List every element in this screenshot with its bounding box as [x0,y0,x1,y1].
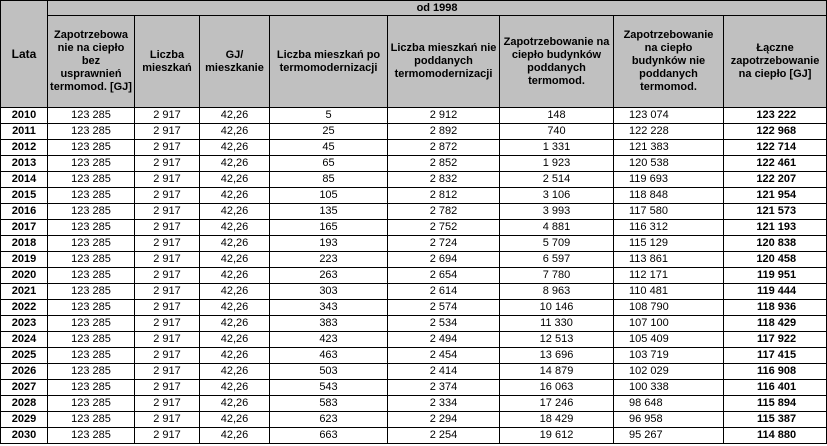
year-cell: 2024 [1,332,48,348]
dwellings-not-cell: 2 334 [388,396,500,412]
demand-modernized-cell: 4 881 [500,220,614,236]
dwellings-after-cell: 5 [270,108,388,124]
dwellings-after-cell: 25 [270,124,388,140]
gj-per-dwelling-cell: 42,26 [200,380,270,396]
total-demand-cell: 122 714 [724,140,827,156]
dwellings-after-cell: 583 [270,396,388,412]
dwellings-not-cell: 2 694 [388,252,500,268]
dwellings-after-cell: 263 [270,268,388,284]
dwellings-not-cell: 2 654 [388,268,500,284]
demand-modernized-cell: 5 709 [500,236,614,252]
gj-per-dwelling-cell: 42,26 [200,316,270,332]
dwellings-cell: 2 917 [135,156,200,172]
gj-per-dwelling-cell: 42,26 [200,364,270,380]
dwellings-after-cell: 105 [270,188,388,204]
demand-modernized-cell: 2 514 [500,172,614,188]
demand-modernized-cell: 8 963 [500,284,614,300]
demand-not-modernized-cell: 96 958 [614,412,724,428]
total-demand-cell: 123 222 [724,108,827,124]
dwellings-after-cell: 303 [270,284,388,300]
dwellings-cell: 2 917 [135,188,200,204]
group-header: od 1998 [48,1,827,16]
dwellings-not-cell: 2 574 [388,300,500,316]
gj-per-dwelling-cell: 42,26 [200,284,270,300]
dwellings-after-cell: 623 [270,412,388,428]
table-row [1,380,827,396]
dwellings-not-cell: 2 912 [388,108,500,124]
base-demand-cell: 123 285 [48,204,135,220]
dwellings-cell: 2 917 [135,332,200,348]
table-row [1,316,827,332]
dwellings-not-cell: 2 614 [388,284,500,300]
table-row [1,252,827,268]
table-row [1,236,827,252]
year-cell: 2011 [1,124,48,140]
demand-not-modernized-cell: 120 538 [614,156,724,172]
base-demand-cell: 123 285 [48,428,135,444]
base-demand-cell: 123 285 [48,124,135,140]
table-row [1,412,827,428]
demand-not-modernized-cell: 102 029 [614,364,724,380]
gj-per-dwelling-cell: 42,26 [200,332,270,348]
year-cell: 2018 [1,236,48,252]
total-demand-cell: 117 922 [724,332,827,348]
year-cell: 2020 [1,268,48,284]
dwellings-cell: 2 917 [135,284,200,300]
gj-per-dwelling-cell: 42,26 [200,252,270,268]
table-row [1,204,827,220]
demand-not-modernized-cell: 117 580 [614,204,724,220]
demand-modernized-cell: 11 330 [500,316,614,332]
total-demand-cell: 116 401 [724,380,827,396]
demand-not-modernized-cell: 105 409 [614,332,724,348]
dwellings-after-cell: 223 [270,252,388,268]
demand-not-modernized-cell: 108 790 [614,300,724,316]
dwellings-cell: 2 917 [135,172,200,188]
dwellings-not-cell: 2 812 [388,188,500,204]
dwellings-after-cell: 65 [270,156,388,172]
table-row [1,300,827,316]
dwellings-after-cell: 383 [270,316,388,332]
total-demand-cell: 122 968 [724,124,827,140]
demand-modernized-cell: 10 146 [500,300,614,316]
dwellings-after-cell: 193 [270,236,388,252]
total-demand-cell: 120 838 [724,236,827,252]
gj-per-dwelling-cell: 42,26 [200,188,270,204]
total-demand-cell: 118 429 [724,316,827,332]
year-cell: 2028 [1,396,48,412]
total-demand-cell: 115 387 [724,412,827,428]
dwellings-after-cell: 663 [270,428,388,444]
col-header-lata: Lata [1,1,48,108]
dwellings-cell: 2 917 [135,380,200,396]
year-cell: 2012 [1,140,48,156]
base-demand-cell: 123 285 [48,268,135,284]
dwellings-cell: 2 917 [135,236,200,252]
year-cell: 2030 [1,428,48,444]
year-cell: 2021 [1,284,48,300]
col-header-total-demand: Łączne zapotrzebowanie na ciepło [GJ] [724,16,827,108]
col-header-dwellings-not: Liczba mieszkań nie poddanych termomodernizacji [388,16,500,108]
demand-modernized-cell: 13 696 [500,348,614,364]
gj-per-dwelling-cell: 42,26 [200,348,270,364]
base-demand-cell: 123 285 [48,364,135,380]
demand-not-modernized-cell: 113 861 [614,252,724,268]
dwellings-not-cell: 2 254 [388,428,500,444]
base-demand-cell: 123 285 [48,300,135,316]
dwellings-cell: 2 917 [135,428,200,444]
demand-modernized-cell: 12 513 [500,332,614,348]
demand-modernized-cell: 7 780 [500,268,614,284]
header-group-row [1,1,827,16]
dwellings-not-cell: 2 752 [388,220,500,236]
dwellings-after-cell: 165 [270,220,388,236]
col-header-demand-not-modernized: Zapotrzebowanie na ciepło budynków nie poddanych termomod. [614,16,724,108]
total-demand-cell: 117 415 [724,348,827,364]
year-cell: 2025 [1,348,48,364]
dwellings-not-cell: 2 454 [388,348,500,364]
col-header-dwellings: Liczba mieszkań [135,16,200,108]
total-demand-cell: 114 880 [724,428,827,444]
base-demand-cell: 123 285 [48,252,135,268]
table-row [1,396,827,412]
total-demand-cell: 115 894 [724,396,827,412]
table-body [1,108,827,444]
base-demand-cell: 123 285 [48,316,135,332]
demand-modernized-cell: 740 [500,124,614,140]
demand-not-modernized-cell: 110 481 [614,284,724,300]
demand-modernized-cell: 18 429 [500,412,614,428]
base-demand-cell: 123 285 [48,332,135,348]
dwellings-after-cell: 135 [270,204,388,220]
dwellings-cell: 2 917 [135,220,200,236]
demand-not-modernized-cell: 121 383 [614,140,724,156]
total-demand-cell: 122 207 [724,172,827,188]
year-cell: 2029 [1,412,48,428]
year-cell: 2014 [1,172,48,188]
gj-per-dwelling-cell: 42,26 [200,220,270,236]
base-demand-cell: 123 285 [48,412,135,428]
header-row [1,16,827,108]
base-demand-cell: 123 285 [48,396,135,412]
dwellings-after-cell: 45 [270,140,388,156]
gj-per-dwelling-cell: 42,26 [200,204,270,220]
gj-per-dwelling-cell: 42,26 [200,124,270,140]
dwellings-cell: 2 917 [135,348,200,364]
base-demand-cell: 123 285 [48,188,135,204]
base-demand-cell: 123 285 [48,284,135,300]
table-row [1,332,827,348]
gj-per-dwelling-cell: 42,26 [200,300,270,316]
dwellings-cell: 2 917 [135,364,200,380]
dwellings-after-cell: 543 [270,380,388,396]
dwellings-cell: 2 917 [135,204,200,220]
gj-per-dwelling-cell: 42,26 [200,412,270,428]
demand-modernized-cell: 148 [500,108,614,124]
demand-modernized-cell: 19 612 [500,428,614,444]
total-demand-cell: 119 951 [724,268,827,284]
table-row [1,108,827,124]
dwellings-not-cell: 2 494 [388,332,500,348]
dwellings-not-cell: 2 782 [388,204,500,220]
demand-modernized-cell: 3 993 [500,204,614,220]
dwellings-not-cell: 2 534 [388,316,500,332]
gj-per-dwelling-cell: 42,26 [200,236,270,252]
total-demand-cell: 121 954 [724,188,827,204]
demand-modernized-cell: 1 923 [500,156,614,172]
demand-modernized-cell: 6 597 [500,252,614,268]
table-row [1,172,827,188]
col-header-dwellings-after: Liczba mieszkań po termomodernizacji [270,16,388,108]
gj-per-dwelling-cell: 42,26 [200,156,270,172]
dwellings-not-cell: 2 414 [388,364,500,380]
dwellings-cell: 2 917 [135,412,200,428]
gj-per-dwelling-cell: 42,26 [200,396,270,412]
dwellings-cell: 2 917 [135,124,200,140]
demand-modernized-cell: 1 331 [500,140,614,156]
dwellings-after-cell: 463 [270,348,388,364]
demand-not-modernized-cell: 122 228 [614,124,724,140]
table-row [1,124,827,140]
year-cell: 2013 [1,156,48,172]
demand-not-modernized-cell: 107 100 [614,316,724,332]
gj-per-dwelling-cell: 42,26 [200,108,270,124]
year-cell: 2010 [1,108,48,124]
total-demand-cell: 118 936 [724,300,827,316]
dwellings-not-cell: 2 724 [388,236,500,252]
demand-modernized-cell: 16 063 [500,380,614,396]
dwellings-after-cell: 503 [270,364,388,380]
demand-not-modernized-cell: 112 171 [614,268,724,284]
dwellings-cell: 2 917 [135,300,200,316]
dwellings-after-cell: 423 [270,332,388,348]
col-header-base-demand: Zapotrzebowa nie na ciepło bez usprawnień termomod. [GJ] [48,16,135,108]
demand-modernized-cell: 14 879 [500,364,614,380]
dwellings-not-cell: 2 892 [388,124,500,140]
table-row [1,220,827,236]
table-row [1,348,827,364]
year-cell: 2023 [1,316,48,332]
base-demand-cell: 123 285 [48,156,135,172]
dwellings-cell: 2 917 [135,396,200,412]
year-cell: 2026 [1,364,48,380]
base-demand-cell: 123 285 [48,380,135,396]
table-row [1,140,827,156]
demand-not-modernized-cell: 100 338 [614,380,724,396]
demand-not-modernized-cell: 95 267 [614,428,724,444]
base-demand-cell: 123 285 [48,108,135,124]
base-demand-cell: 123 285 [48,220,135,236]
demand-not-modernized-cell: 119 693 [614,172,724,188]
dwellings-not-cell: 2 374 [388,380,500,396]
year-cell: 2022 [1,300,48,316]
table-row [1,268,827,284]
dwellings-not-cell: 2 294 [388,412,500,428]
col-header-gj-per-dwelling: GJ/ mieszkanie [200,16,270,108]
dwellings-cell: 2 917 [135,140,200,156]
dwellings-not-cell: 2 872 [388,140,500,156]
base-demand-cell: 123 285 [48,348,135,364]
dwellings-after-cell: 343 [270,300,388,316]
demand-not-modernized-cell: 115 129 [614,236,724,252]
dwellings-cell: 2 917 [135,316,200,332]
demand-not-modernized-cell: 123 074 [614,108,724,124]
demand-not-modernized-cell: 116 312 [614,220,724,236]
gj-per-dwelling-cell: 42,26 [200,268,270,284]
demand-not-modernized-cell: 118 848 [614,188,724,204]
year-cell: 2027 [1,380,48,396]
table-row [1,284,827,300]
dwellings-cell: 2 917 [135,268,200,284]
gj-per-dwelling-cell: 42,26 [200,172,270,188]
col-header-demand-modernized: Zapotrzebowanie na ciepło budynków poddanych termomod. [500,16,614,108]
demand-not-modernized-cell: 103 719 [614,348,724,364]
dwellings-not-cell: 2 852 [388,156,500,172]
year-cell: 2017 [1,220,48,236]
gj-per-dwelling-cell: 42,26 [200,140,270,156]
total-demand-cell: 121 573 [724,204,827,220]
dwellings-cell: 2 917 [135,252,200,268]
dwellings-cell: 2 917 [135,108,200,124]
table-row [1,428,827,444]
dwellings-after-cell: 85 [270,172,388,188]
dwellings-not-cell: 2 832 [388,172,500,188]
total-demand-cell: 119 444 [724,284,827,300]
total-demand-cell: 120 458 [724,252,827,268]
table-row [1,156,827,172]
year-cell: 2015 [1,188,48,204]
year-cell: 2019 [1,252,48,268]
table-row [1,188,827,204]
total-demand-cell: 122 461 [724,156,827,172]
base-demand-cell: 123 285 [48,172,135,188]
base-demand-cell: 123 285 [48,236,135,252]
table-row [1,364,827,380]
demand-modernized-cell: 3 106 [500,188,614,204]
gj-per-dwelling-cell: 42,26 [200,428,270,444]
total-demand-cell: 121 193 [724,220,827,236]
year-cell: 2016 [1,204,48,220]
demand-modernized-cell: 17 246 [500,396,614,412]
demand-not-modernized-cell: 98 648 [614,396,724,412]
base-demand-cell: 123 285 [48,140,135,156]
total-demand-cell: 116 908 [724,364,827,380]
